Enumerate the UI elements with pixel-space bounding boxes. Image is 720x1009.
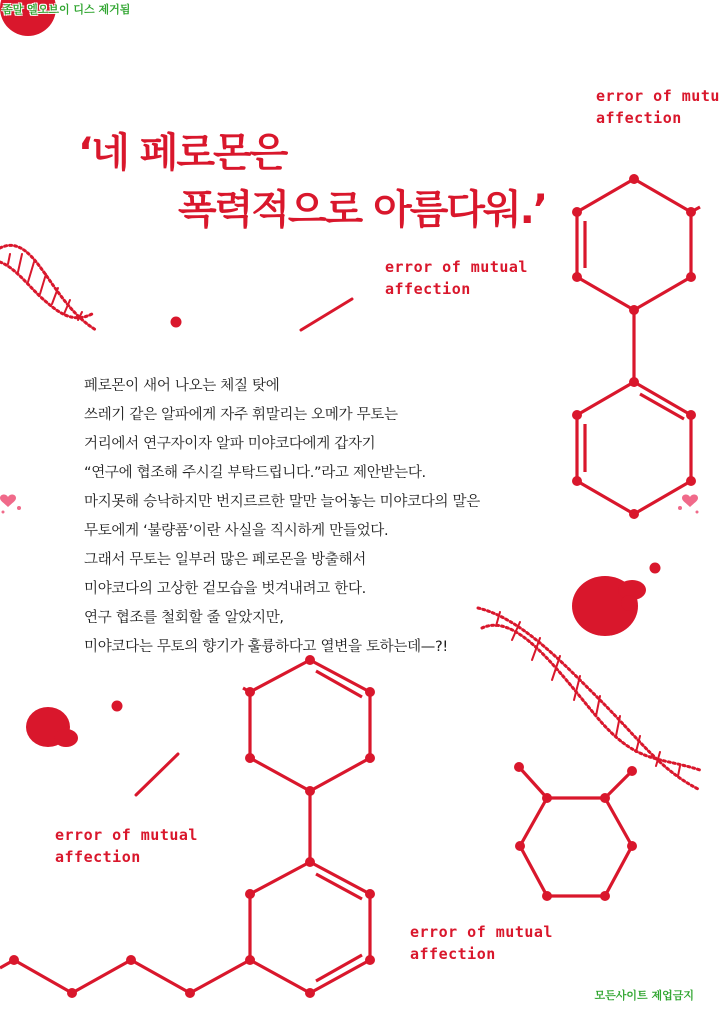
synopsis-line: 연구 협조를 철회할 줄 알았지만, xyxy=(84,610,284,626)
tagline-line-2: affection xyxy=(385,280,471,298)
synopsis xyxy=(84,372,554,662)
watermark-top: 좀말 엘오브이 디스 제거됨 xyxy=(2,3,131,16)
tagline-line-2: affection xyxy=(596,109,682,127)
title-line-2: 폭력적으로 아름다워.’ xyxy=(178,187,547,233)
bond-segment xyxy=(301,299,352,330)
tagline-line-2: affection xyxy=(55,848,141,866)
heart-sparkle-icon xyxy=(0,494,21,513)
tagline-top-right xyxy=(596,85,720,129)
tagline-bottom xyxy=(410,921,553,965)
synopsis-line: 거리에서 연구자이자 알파 미야코다에게 갑자기 xyxy=(84,436,376,452)
paint-blob-icon xyxy=(572,576,646,636)
synopsis-line: “연구에 협조해 주시길 부탁드립니다.”라고 제안받는다. xyxy=(84,465,426,481)
synopsis-line: 마지못해 승낙하지만 번지르르한 말만 늘어놓는 미야코다의 말은 xyxy=(84,494,480,510)
dot-icon xyxy=(650,563,661,574)
paint-blob-icon xyxy=(26,707,78,747)
tagline-line-2: affection xyxy=(410,945,496,963)
dna-helix-icon xyxy=(0,245,96,330)
watermark-bottom: 모든사이트 제업금지 xyxy=(594,989,694,1002)
synopsis-line: 미야코다는 무토의 향기가 훌륭하다고 열변을 토하는데—?! xyxy=(84,639,448,655)
tagline-line-1: error of mutual xyxy=(410,923,553,941)
tagline-left xyxy=(55,824,198,868)
synopsis-line: 쓰레기 같은 알파에게 자주 휘말리는 오메가 무토는 xyxy=(84,407,398,423)
title-line-1: ‘네 페로몬은 xyxy=(78,130,287,176)
tagline-middle xyxy=(385,256,528,300)
bond-segment xyxy=(136,754,178,795)
tagline-line-1: error of mutual xyxy=(385,258,528,276)
heart-sparkle-icon xyxy=(678,494,699,513)
synopsis-line: 페로몬이 새어 나오는 체질 탓에 xyxy=(84,378,280,394)
synopsis-line: 미야코다의 고상한 겉모습을 벗겨내려고 한다. xyxy=(84,581,366,597)
dot-icon xyxy=(171,317,182,328)
tagline-line-1: error of mutual xyxy=(55,826,198,844)
molecule-icon xyxy=(514,762,637,901)
tagline-line-1: error of mutu xyxy=(596,87,720,105)
molecule-icon xyxy=(572,174,700,519)
synopsis-line: 무토에게 ‘불량품’이란 사실을 직시하게 만들었다. xyxy=(84,523,389,539)
synopsis-line: 그래서 무토는 일부러 많은 페로몬을 방출해서 xyxy=(84,552,366,568)
dot-icon xyxy=(112,701,123,712)
